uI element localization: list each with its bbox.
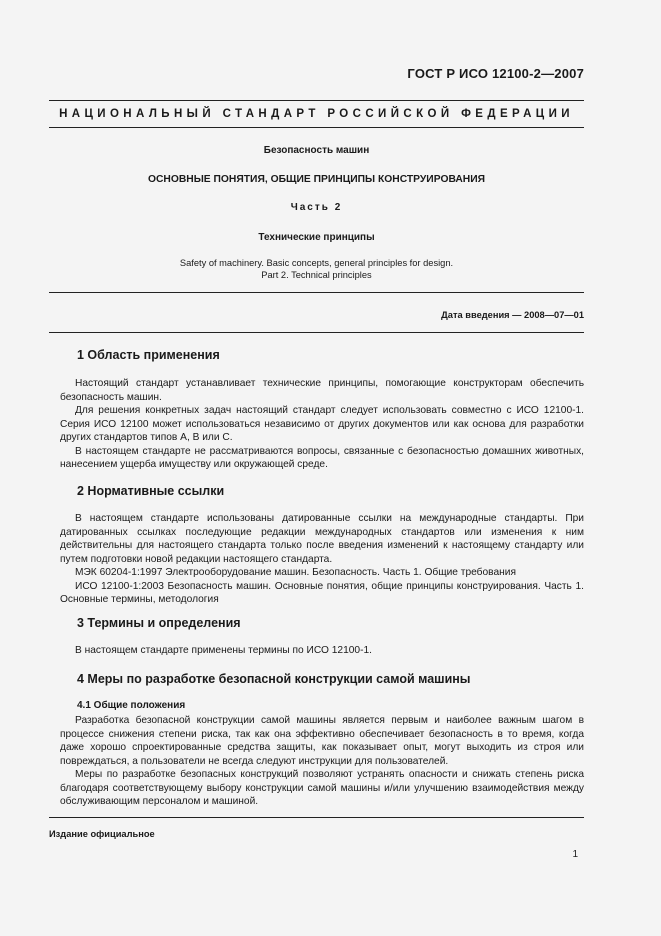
section-2-heading: 2 Нормативные ссылки (77, 484, 225, 498)
document-id: ГОСТ Р ИСО 12100-2—2007 (407, 66, 584, 81)
section-3-body (60, 644, 584, 658)
date-rule (49, 332, 584, 333)
part-title: Технические принципы (258, 232, 375, 243)
footer-rule (49, 817, 584, 818)
section-1-paragraph-1: Настоящий стандарт устанавливает технические принципы, помогающие конструкторам обеспечить безопасность машин. (60, 378, 584, 403)
section-2-paragraph-2: МЭК 60204-1:1997 Электрооборудование машин. Безопасность. Часть 1. Общие требования (75, 567, 516, 578)
title-line-1: Безопасность машин (263, 145, 370, 156)
section-1-paragraph-2: Для решения конкретных задач настоящий стандарт следует использовать совместно с ИСО 12100-1. Серия ИСО 12100 может использоваться независимо от других документов или как основа для разработки других стандартов типов А, В или С. (60, 405, 584, 443)
section-4-paragraph-1: Разработка безопасной конструкции самой машины является первым и наиболее важным шагом в процессе снижения степени риска, так как она эффективно обеспечивает безопасность в то время, когда даже хорошо спроектированные средства защиты, как показывает опыт, могут выходить из строя или повреждаться, а пользователи не всегда следуют инструкции для пользователей. (60, 715, 584, 767)
section-4-heading: 4 Меры по разработке безопасной конструкции самой машины (77, 672, 471, 686)
banner-rule (49, 127, 584, 128)
section-3-paragraph-1: В настоящем стандарте применены термины по ИСО 12100-1. (75, 645, 372, 656)
section-1-body (60, 377, 584, 472)
english-title-line-1: Safety of machinery. Basic concepts, general principles for design. (179, 258, 454, 268)
section-2-paragraph-1: В настоящем стандарте использованы датированные ссылки на международные стандарты. При датированных ссылках последующие редакции международных стандартов или изменения к ним действительны для настоящего стандарта только после введения изменений к настоящему стандарту или путем подготовки новой редакции настоящего стандарта. (60, 513, 584, 565)
section-4-body (60, 714, 584, 809)
section-3-heading: 3 Термины и определения (77, 616, 241, 630)
english-title-line-2: Part 2. Technical principles (261, 270, 372, 280)
section-2-body (60, 512, 584, 607)
national-standard-banner: НАЦИОНАЛЬНЫЙ СТАНДАРТ РОССИЙСКОЙ ФЕДЕРАЦИИ (59, 108, 574, 120)
section-2-paragraph-3: ИСО 12100-1:2003 Безопасность машин. Основные понятия, общие принципы конструирования. Часть 1. Основные термины, методология (60, 580, 584, 605)
section-4-paragraph-2: Меры по разработке безопасных конструкций позволяют устранять опасности и снижать степень риска благодаря соответствующему выбору конструкции самой машины и/или улучшению взаимодействия между обслуживающим персоналом и машиной. (60, 769, 584, 807)
title-line-2: ОСНОВНЫЕ ПОНЯТИЯ, ОБЩИЕ ПРИНЦИПЫ КОНСТРУИРОВАНИЯ (147, 174, 486, 185)
section-1-paragraph-3: В настоящем стандарте не рассматриваются вопросы, связанные с безопасностью домашних животных, нанесением ущерба имуществу или окружающей среде. (60, 445, 584, 470)
official-edition-note: Издание официальное (49, 829, 155, 839)
title-rule (49, 292, 584, 293)
top-rule (49, 100, 584, 101)
part-label: Часть 2 (290, 202, 343, 213)
introduction-date: Дата введения — 2008—07—01 (441, 310, 584, 320)
section-1-heading: 1 Область применения (77, 348, 220, 362)
subsection-4-1-heading: 4.1 Общие положения (77, 700, 186, 711)
page-number: 1 (572, 849, 578, 860)
